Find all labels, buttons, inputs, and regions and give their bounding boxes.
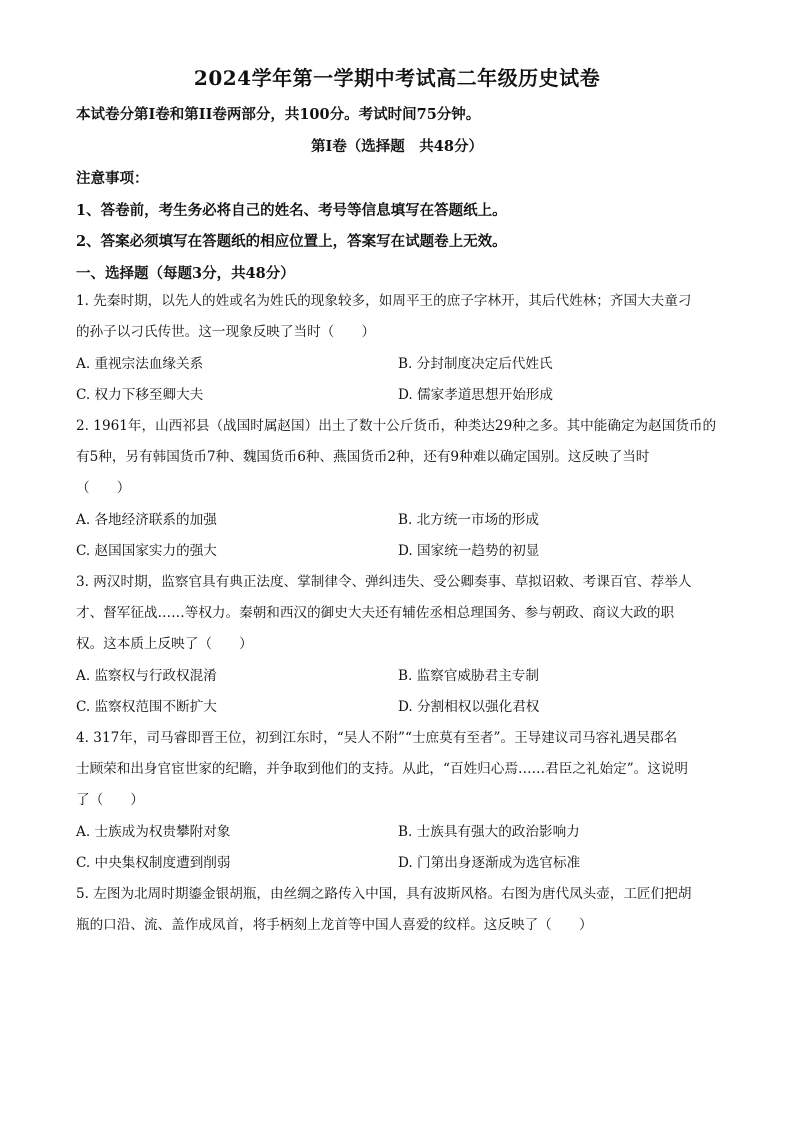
question-4-option-b: B. 士族具有强大的政治影响力: [398, 824, 580, 840]
question-1-option-c: C. 权力下移至卿大夫: [76, 387, 204, 403]
note-item: 1、答卷前，考生务必将自己的姓名、考号等信息填写在答题纸上。: [76, 202, 507, 219]
question-3-option-c: C. 监察权范围不断扩大: [76, 699, 217, 715]
question-2-option-c: C. 赵国国家实力的强大: [76, 543, 217, 559]
question-4-option-a: A. 士族成为权贵攀附对象: [76, 824, 231, 840]
question-1-option-b: B. 分封制度决定后代姓氏: [398, 356, 553, 372]
question-2-option-d: D. 国家统一趋势的初显: [398, 543, 540, 559]
note-item: 2、答案必须填写在答题纸的相应位置上，答案写在试题卷上无效。: [76, 233, 507, 250]
question-1-option-a: A. 重视宗法血缘关系: [76, 356, 204, 372]
question-4-option-d: D. 门第出身逐渐成为选官标准: [398, 855, 581, 871]
question-2-line: 2. 1961年，山西祁县（战国时属赵国）出土了数十公斤货币，种类达29种之多。其中能确定为赵国货币的: [76, 418, 717, 434]
question-1-option-d: D. 儒家孝道思想开始形成: [398, 387, 553, 403]
question-5-line: 瓶的口沿、流、盖作成凤首，将手柄刻上龙首等中国人喜爱的纹样。这反映了（ ）: [76, 917, 593, 933]
question-4-line: 4. 317年，司马睿即晋王位，初到江东时，“吴人不附”“士庶莫有至者”。王导建议司马容礼遇吴郡名: [76, 730, 678, 746]
question-1-line: 的孙子以刁氏传世。这一现象反映了当时（ ）: [76, 324, 376, 340]
question-3-option-b: B. 监察官威胁君主专制: [398, 668, 539, 684]
question-3-line: 权。这本质上反映了（ ）: [76, 636, 253, 652]
question-4-line: 士顾荣和出身官宦世家的纪瞻，并争取到他们的支持。从此，“百姓归心焉……君臣之礼始定”。这说明: [76, 761, 689, 777]
exam-intro: 本试卷分第Ⅰ卷和第II卷两部分，共100分。考试时间75分钟。: [76, 106, 481, 123]
exam-title: 2024学年第一学期中考试高二年级历史试卷: [193, 66, 601, 90]
question-3-line: 才、督军征战……等权力。秦朝和西汉的御史大夫还有辅佐丞相总理国务、参与朝政、商议大政的职: [76, 605, 675, 621]
question-2-line: 有5种，另有韩国货币7种、魏国货币6种、燕国货币2种，还有9种难以确定国别。这反映了当时: [76, 449, 650, 465]
question-5-line: 5. 左图为北周时期鎏金银胡瓶，由丝绸之路传入中国，具有波斯风格。右图为唐代凤头壶，工匠们把胡: [76, 886, 692, 902]
question-2-option-b: B. 北方统一市场的形成: [398, 512, 539, 528]
question-4-line: 了（ ）: [76, 792, 144, 808]
question-2-option-a: A. 各地经济联系的加强: [76, 512, 217, 528]
question-3-line: 3. 两汉时期，监察官具有典正法度、掌制律令、弹纠违失、受公卿奏事、草拟诏敕、考课百官、荐举人: [76, 574, 692, 590]
question-3-option-a: A. 监察权与行政权混淆: [76, 668, 217, 684]
question-3-option-d: D. 分割相权以强化君权: [398, 699, 540, 715]
question-1-line: 1. 先秦时期，以先人的姓或名为姓氏的现象较多，如周平王的庶子字林开，其后代姓林；齐国大夫童刁: [76, 293, 692, 309]
question-4-option-c: C. 中央集权制度遭到削弱: [76, 855, 231, 871]
section-heading: 一、选择题（每题3分，共48分）: [76, 265, 295, 282]
notes-heading: 注意事项：: [76, 170, 149, 187]
part-heading: 第Ⅰ卷（选择题 共48分）: [311, 138, 483, 155]
question-2-line: （ ）: [76, 480, 131, 496]
